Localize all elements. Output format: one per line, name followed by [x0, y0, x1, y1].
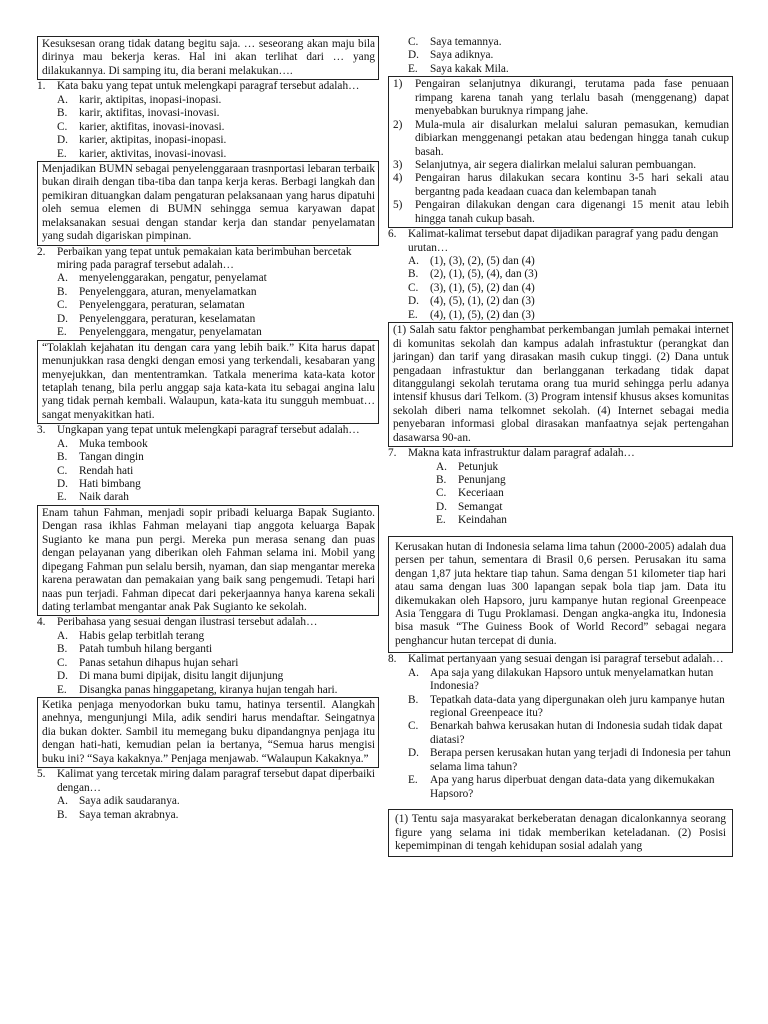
question-8-options — [388, 667, 733, 801]
option-c[interactable]: C. Benarkah bahwa kerusakan hutan di Indonesia sudah tidak dapat diatasi? — [408, 720, 723, 746]
question-2-options — [37, 272, 379, 339]
passage-4: Enam tahun Fahman, menjadi sopir pribadi keluarga Bapak Sugianto. Dengan rasa ikhlas Fahman melayani tiap anggota keluarga Bapak Sugianto ke mana pun pergi. Mereka pun merasa senang dan puas dengan pelayanan yang diberikan oleh Fahman selama ini. Mobil yang dipegang Fahman pun selalu bersih, nyaman, dan siap mengantar mereka karena perawatan dan pemakaian yang baik sang pengemudi. Tetapi hari naas pun terjadi. Fahman dipecat dari pekerjaannya hanya karena sekali dating terlambat mengantar anak Pak Sugianto ke sekolah. — [37, 505, 379, 617]
option-a[interactable]: A. Muka tembook — [57, 437, 148, 450]
option-a[interactable]: A. Saya adik saudaranya. — [57, 795, 180, 808]
option-a[interactable]: A. menyelenggarakan, pengatur, penyelamat — [57, 272, 267, 285]
sentence-list — [393, 78, 729, 226]
option-e[interactable]: E. (4), (1), (5), (2) dan (3) — [408, 308, 535, 321]
sentence-item: 5) Pengairan dilakukan dengan cara digenangi 15 menit atau lebih hingga tanah cukup basah. — [393, 199, 729, 225]
question-7-options — [388, 461, 733, 528]
question-2: 2. Perbaikan yang tepat untuk pemakaian kata berimbuhan bercetak miring pada paragraf tersebut adalah… — [37, 245, 352, 271]
option-b[interactable]: B. Saya teman akrabnya. — [57, 808, 179, 821]
sentence-item: 2) Mula-mula air disalurkan melalui saluran pemasukan, kemudian dibiarkan menggenangi petakan atau bedengan hingga tanah cukup basah. — [393, 118, 729, 158]
option-e[interactable]: E. Saya kakak Mila. — [408, 62, 509, 75]
option-e[interactable]: E. Naik darah — [57, 491, 129, 504]
passage-3: “Tolaklah kejahatan itu dengan cara yang lebih baik.” Kita harus dapat menunjukkan rasa dengki dengan emosi yang terkendali, kesabaran yang menyejukkan, dan mententramkan. Tatkala menerima kata-kata kotor tetaplah tenang, bila perlu anggap saja kata-kata itu sebagai angina lalu yang tidak pernah kembali. Walaupun, kata-kata itu sungguh membuat…sangat menyakitkan hati. — [37, 340, 379, 425]
question-5: 5. Kalimat yang tercetak miring dalam paragraf tersebut dapat diperbaiki dengan… — [37, 768, 376, 794]
option-b[interactable]: B. karir, aktifitas, inovasi-inovasi. — [57, 107, 220, 120]
option-d[interactable]: D. Hati bimbang — [57, 478, 141, 490]
passage-1: Kesuksesan orang tidak datang begitu saja. … seseorang akan maju bila dirinya mau bekerja keras. Hal ini akan terlihat dari … yang dilakukannya. Di samping itu, dia berani melakukan…. — [37, 36, 379, 80]
question-1-options — [37, 94, 379, 161]
option-e[interactable]: E. karier, aktivitas, inovasi-inovasi. — [57, 147, 227, 160]
option-a[interactable]: A. Habis gelap terbitlah terang — [57, 629, 205, 642]
option-b[interactable]: B. Penunjang — [436, 474, 506, 486]
question-8: 8. Kalimat pertanyaan yang sesuai dengan isi paragraf tersebut adalah… — [388, 653, 724, 666]
option-a[interactable]: A. Apa saja yang dilakukan Hapsoro untuk menyelamatkan hutan Indonesia? — [408, 666, 714, 693]
right-column — [388, 36, 733, 857]
option-b[interactable]: B. Tepatkah data-data yang dipergunakan oleh juru kampanye hutan regional Greenpeace itu? — [408, 693, 725, 719]
option-d[interactable]: D. (4), (5), (1), (2) dan (3) — [408, 295, 535, 308]
option-e[interactable]: E. Apa yang harus diperbuat dengan data-data yang dikemukakan Hapsoro? — [408, 774, 715, 800]
question-4-options — [37, 630, 379, 697]
sentence-item: 3) Selanjutnya, air segera dialirkan melalui saluran pembuangan. — [393, 158, 697, 171]
option-b[interactable]: B. Penyelenggara, aturan, menyelamatkan — [57, 285, 257, 298]
sentence-list-box — [388, 76, 733, 228]
option-d[interactable]: D. Di mana bumi dipijak, disitu langit dijunjung — [57, 670, 284, 683]
option-c[interactable]: C. Saya temannya. — [408, 36, 502, 48]
option-d[interactable]: D. karier, aktipitas, inopasi-inopasi. — [57, 134, 227, 147]
option-e[interactable]: E. Penyelenggara, mengatur, penyelamatan — [57, 326, 262, 339]
option-a[interactable]: A. (1), (3), (2), (5) dan (4) — [408, 255, 535, 267]
option-d[interactable]: D. Penyelenggara, peraturan, keselamatan — [57, 312, 256, 325]
option-e[interactable]: E. Keindahan — [436, 514, 507, 527]
question-4: 4. Peribahasa yang sesuai dengan ilustrasi tersebut adalah… — [37, 616, 318, 629]
question-5-options-continued — [388, 36, 733, 76]
option-c[interactable]: C. karier, aktifitas, inovasi-inovasi. — [57, 120, 225, 133]
option-c[interactable]: C. Penyelenggara, peraturan, selamatan — [57, 299, 245, 312]
passage-9: (1) Tentu saja masyarakat berkeberatan denagan dicalonkannya seorang figure yang selama ini tidak memberikan keteladanan. (2) Posisi kepemimpinan di tengah kehidupan sosial adalah yang — [388, 809, 733, 857]
option-b[interactable]: B. (2), (1), (5), (4), dan (3) — [408, 268, 538, 281]
question-1: 1. Kata baku yang tepat untuk melengkapi paragraf tersebut adalah… — [37, 80, 360, 93]
option-c[interactable]: C. Rendah hati — [57, 464, 134, 477]
sentence-item: 1) Pengairan selanjutnya dikurangi, terutama pada fase penuaan rimpang karena tanah yang terlalu basah (menggenang) dapat menyebabkan buruknya rimpang jahe. — [393, 78, 729, 118]
question-7: 7. Makna kata infrastruktur dalam paragraf adalah… — [388, 447, 635, 460]
question-3: 3. Ungkapan yang tepat untuk melengkapi paragraf tersebut adalah… — [37, 424, 360, 437]
option-e[interactable]: E. Disangka panas hinggapetang, kiranya hujan tengah hari. — [57, 683, 338, 696]
passage-8: Kerusakan hutan di Indonesia selama lima tahun (2000-2005) adalah dua persen per tahun, sementara di Brasil 0,6 persen. Perusakan itu sama dengan 1,87 juta hektare tiap tahun. Sama dengan 51 kilometer tiap hari atau sama dengan luas 300 lapangan sepak bola tiap jam. Data itu dikemukakan oleh Hapsoro, juru kampanye hutan regional Greenpeace Asia Tenggara di Tugu Proklamasi. Dengan angka-angka itu, Indonesia bisa masuk “The Guiness Book of World Record” sebagai negara penghancur hutan tercepat di dunia. — [388, 536, 733, 654]
question-6: 6. Kalimat-kalimat tersebut dapat dijadikan paragraf yang padu dengan urutan… — [388, 228, 719, 254]
passage-5: Ketika penjaga menyodorkan buku tamu, hatinya tersentil. Alangkah anehnya, mengunjungi Mila, adik sendiri harus mendaftar. Seingatnya dia bukan dokter. Sambil itu memegang buku dipandangnya penjaga itu dengan hati-hati, kemudian pelan ia bertanya, “Semua harus mengisi buku ini? “Saya kakaknya.” Penjaga menjawab. “Walaupun Kakaknya.” — [37, 697, 379, 768]
option-a[interactable]: A. Petunjuk — [436, 460, 499, 473]
option-b[interactable]: B. Tangan dingin — [57, 451, 144, 464]
question-6-options — [388, 255, 733, 322]
option-d[interactable]: D. Saya adiknya. — [408, 49, 494, 62]
passage-2: Menjadikan BUMN sebagai penyelenggaraan trasnportasi lebaran terbaik bukan diraih dengan tiba-tiba dan tanpa kerja keras. Berbagi langkah dan pemikiran dituangkan dalam pengaturan pelaksanaan yang harus dipatuhi oleh semua elemen di BUMN sehingga semua karyawan dapat melaksanakan sesuai dengan standar kerja dan standar penyelamatan yang sudah digariskan pimpinan. — [37, 161, 379, 246]
option-c[interactable]: C. Keceriaan — [436, 487, 504, 500]
option-d[interactable]: D. Semangat — [436, 500, 503, 513]
gap — [388, 528, 733, 536]
left-column — [37, 36, 379, 822]
option-a[interactable]: A. karir, aktipitas, inopasi-inopasi. — [57, 93, 222, 106]
sentence-item: 4) Pengairan harus dilakukan secara kontinu 3-5 hari sekali atau bergantng pada keadaan cuaca dan kelembapan tanah — [393, 172, 729, 198]
option-c[interactable]: C. (3), (1), (5), (2) dan (4) — [408, 281, 535, 294]
passage-7: (1) Salah satu faktor penghambat perkembangan jumlah pemakai internet di komunitas sekolah dan kampus adalah infrastuktur (perangkat dan jaringan) dan tarif yang dirasakan masih cukup tinggi. (2) Dana untuk pengadaan infrastuktur dan berlangganan terkadang tidak dapat ditanggulangi sekolah terutama orang tua murid sehingga perlu adanya intensif khusus dari Telkom. (3) Program intensif khusus akses komunitas sekolah diberi nama telkomnet sekolah. (4) Internet sebagai media penyebaran informasi global dirasakan manfaatnya sejak pertengahan dasawarsa 90-an. — [388, 322, 733, 447]
option-c[interactable]: C. Panas setahun dihapus hujan sehari — [57, 656, 239, 669]
option-b[interactable]: B. Patah tumbuh hilang berganti — [57, 643, 213, 656]
question-3-options — [37, 438, 379, 505]
gap — [388, 801, 733, 809]
option-d[interactable]: D. Berapa persen kerusakan hutan yang terjadi di Indonesia per tahun selama lima tahun? — [408, 747, 731, 773]
question-5-options — [37, 795, 379, 822]
